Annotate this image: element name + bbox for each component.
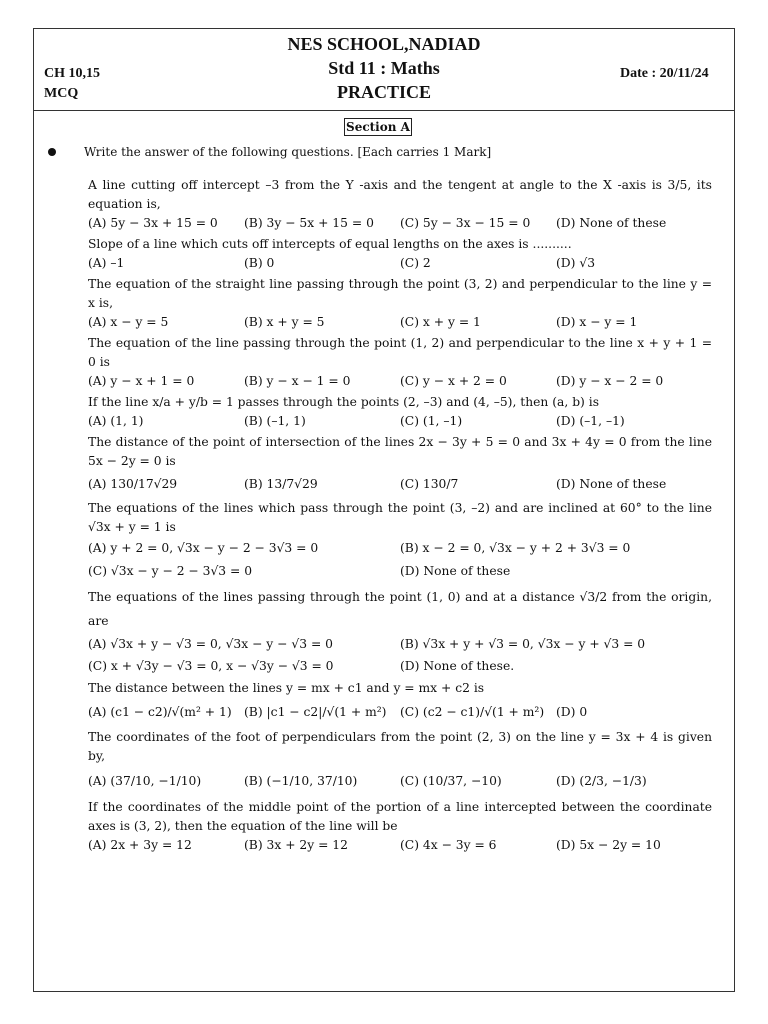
school-name: NES SCHOOL,NADIAD	[287, 34, 481, 54]
question-text: The equation of the straight line passing through the point (3, 2) and perpendicular to the line y = x is,	[88, 277, 712, 310]
question-text: The equations of the lines passing through the point (1, 0) and at a distance √3/2 from the origin, are	[88, 590, 712, 628]
question-text: A line cutting off intercept –3 from the Y -axis and the tengent at angle to the X -axis is 3/5, its equation is,	[88, 178, 712, 211]
question-item	[88, 728, 712, 796]
question-text: The equations of the lines which pass through the point (3, –2) and are inclined at 60° to the line √3x + y = 1 is	[88, 501, 712, 534]
question-text: If the coordinates of the middle point of the portion of a line intercepted between the coordinate axes is (3, 2), then the equation of the line will be	[88, 800, 712, 833]
option-a: (A) 2x + 3y = 12	[88, 838, 192, 852]
option-d: (D) None of these	[556, 216, 667, 230]
option-d: (D) x − y = 1	[556, 315, 638, 329]
standard-subject: Std 11 : Maths	[328, 58, 440, 78]
option-c: (C) x + y = 1	[400, 315, 481, 329]
question-item	[88, 334, 712, 391]
question-text: The coordinates of the foot of perpendiculars from the point (2, 3) on the line y = 3x + 4 is given by,	[88, 730, 712, 763]
option-c: (C) 2	[400, 256, 431, 270]
option-a: (A) x − y = 5	[88, 315, 169, 329]
option-b: (B) √3x + y + √3 = 0, √3x − y + √3 = 0	[400, 637, 646, 651]
question-item	[88, 235, 712, 273]
option-d: (D) 5x − 2y = 10	[556, 838, 661, 852]
option-d: (D) None of these	[556, 477, 667, 491]
option-c: (C) 5y − 3x − 15 = 0	[400, 216, 531, 230]
option-b: (B) |c1 − c2|/√(1 + m²)	[244, 705, 387, 719]
option-b: (B) x − 2 = 0, √3x − y + 2 + 3√3 = 0	[400, 541, 631, 555]
question-text: The distance between the lines y = mx + c1 and y = mx + c2 is	[88, 681, 485, 695]
option-b: (B) 3x + 2y = 12	[244, 838, 348, 852]
question-text: Slope of a line which cuts off intercepts of equal lengths on the axes is ..........	[88, 237, 572, 251]
question-item	[88, 176, 712, 233]
question-text: If the line x/a + y/b = 1 passes through the points (2, –3) and (4, –5), then (a, b) is	[88, 395, 600, 409]
option-d: (D) None of these.	[400, 659, 515, 673]
question-item	[88, 798, 712, 855]
option-a: (A) 5y − 3x + 15 = 0	[88, 216, 218, 230]
option-b: (B) (−1/10, 37/10)	[244, 774, 358, 788]
option-a: (A) (1, 1)	[88, 414, 144, 428]
option-a: (A) –1	[88, 256, 125, 270]
section-heading: Section A	[344, 118, 412, 136]
option-a: (A) (c1 − c2)/√(m² + 1)	[88, 705, 232, 719]
option-c: (C) (1, –1)	[400, 414, 463, 428]
option-a: (A) y + 2 = 0, √3x − y − 2 − 3√3 = 0	[88, 541, 319, 555]
option-d: (D) (2/3, −1/3)	[556, 774, 647, 788]
option-a: (A) √3x + y − √3 = 0, √3x − y − √3 = 0	[88, 637, 333, 651]
option-c: (C) 130/7	[400, 477, 459, 491]
option-b: (B) 3y − 5x + 15 = 0	[244, 216, 374, 230]
option-a: (A) 130/17√29	[88, 477, 178, 491]
question-text: The distance of the point of intersection of the lines 2x − 3y + 5 = 0 and 3x + 4y = 0 from the line 5x − 2y = 0 is	[88, 435, 712, 468]
option-b: (B) y − x − 1 = 0	[244, 374, 351, 388]
question-item	[88, 275, 712, 332]
option-b: (B) 13/7√29	[244, 477, 318, 491]
option-b: (B) (–1, 1)	[244, 414, 306, 428]
question-text: The equation of the line passing through the point (1, 2) and perpendicular to the line x + y + 1 = 0 is	[88, 336, 712, 369]
option-c: (C) √3x − y − 2 − 3√3 = 0	[88, 564, 253, 578]
option-b: (B) x + y = 5	[244, 315, 325, 329]
option-a: (A) (37/10, −1/10)	[88, 774, 202, 788]
option-c: (C) x + √3y − √3 = 0, x − √3y − √3 = 0	[88, 659, 334, 673]
bullet-icon	[48, 148, 56, 156]
header-divider	[33, 110, 735, 111]
question-item	[88, 433, 712, 497]
option-d: (D) (–1, –1)	[556, 414, 625, 428]
practice-title: PRACTICE	[336, 82, 431, 102]
date-label: Date : 20/11/24	[620, 66, 709, 81]
option-c: (C) (10/37, −10)	[400, 774, 502, 788]
question-item	[88, 585, 712, 677]
option-d: (D) 0	[556, 705, 588, 719]
option-a: (A) y − x + 1 = 0	[88, 374, 195, 388]
instruction-text: Write the answer of the following questions. [Each carries 1 Mark]	[84, 145, 492, 159]
option-c: (C) y − x + 2 = 0	[400, 374, 507, 388]
option-d: (D) y − x − 2 = 0	[556, 374, 664, 388]
question-item	[88, 499, 712, 583]
question-list	[88, 176, 712, 857]
option-c: (C) 4x − 3y = 6	[400, 838, 497, 852]
chapter-label: CH 10,15	[44, 66, 100, 81]
question-item	[88, 679, 712, 726]
type-label: MCQ	[44, 86, 79, 101]
option-b: (B) 0	[244, 256, 275, 270]
option-d: (D) None of these	[400, 564, 511, 578]
option-d: (D) √3	[556, 256, 596, 270]
option-c: (C) (c2 − c1)/√(1 + m²)	[400, 705, 545, 719]
question-item	[88, 393, 712, 431]
